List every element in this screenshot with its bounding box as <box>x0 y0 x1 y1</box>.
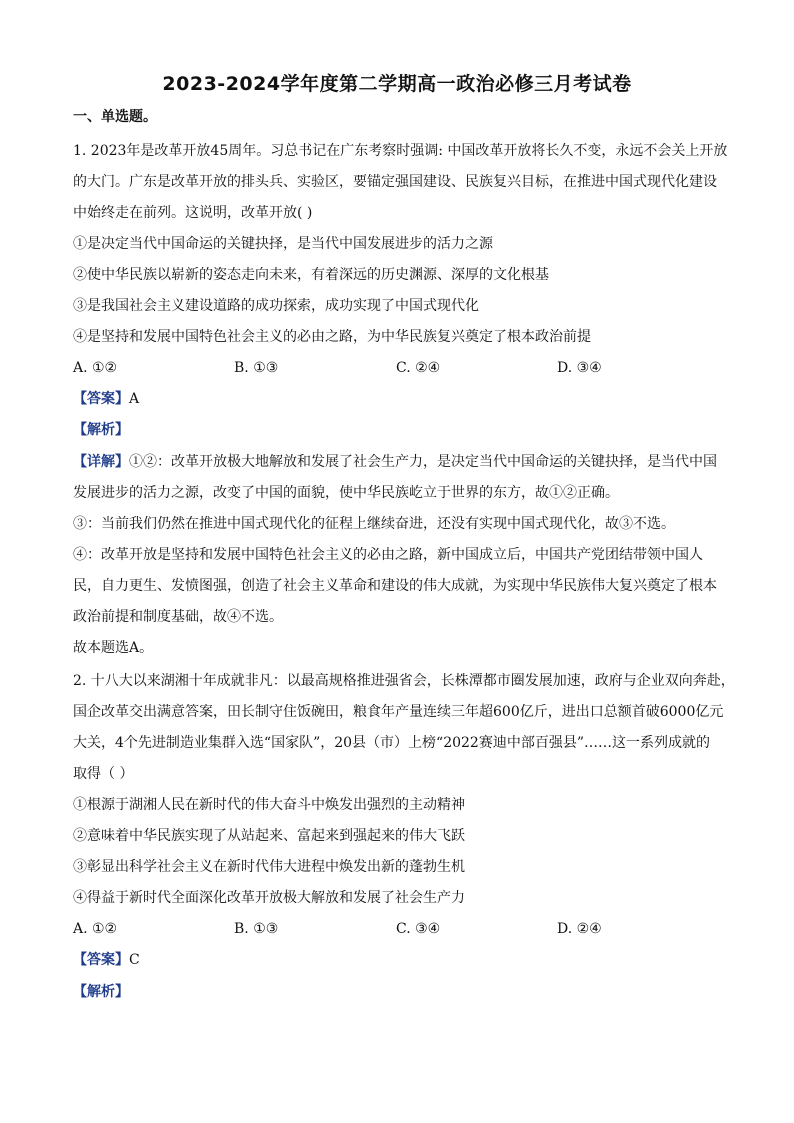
q2-choice-item: ④得益于新时代全面深化改革开放极大解放和发展了社会生产力 <box>73 890 465 906</box>
q2-stem-line: 国企改革交出满意答案，田长制守住饭碗田，粮食年产量连续三年超600亿斤，进出口总额首破6000亿元 <box>73 704 724 720</box>
detail-label: 【详解】 <box>73 454 129 470</box>
answer-label: 【答案】 <box>73 391 129 407</box>
q2-choice-item: ①根源于湖湘人民在新时代的伟大奋斗中焕发出强烈的主动精神 <box>73 797 465 813</box>
q1-conclusion: 故本题选A。 <box>73 640 154 656</box>
q2-option-a: A. ①② <box>73 921 118 937</box>
q1-choice-item: ①是决定当代中国命运的关键抉择，是当代中国发展进步的活力之源 <box>73 236 493 252</box>
analysis-label: 【解析】 <box>73 422 129 438</box>
section-heading: 一、单选题。 <box>73 109 157 125</box>
q1-detail-line: ④：改革开放是坚持和发展中国特色社会主义的必由之路，新中国成立后，中国共产党团结带领中国人 <box>73 547 703 563</box>
q2-stem-line: 取得（ ） <box>73 766 134 782</box>
q1-detail-line <box>73 452 717 472</box>
q2-option-c: C. ③④ <box>396 921 441 937</box>
q1-detail-line: 政治前提和制度基础，故④不选。 <box>73 609 283 625</box>
q2-stem-line: 2. 十八大以来湖湘十年成就非凡：以最高规格推进强省会，长株潭都市圈发展加速，政府与企业双向奔赴， <box>73 673 735 689</box>
q2-choice-item: ②意味着中华民族实现了从站起来、富起来到强起来的伟大飞跃 <box>73 828 465 844</box>
q1-detail-line: ③：当前我们仍然在推进中国式现代化的征程上继续奋进，还没有实现中国式现代化，故③不选。 <box>73 516 675 532</box>
q1-stem-line: 1. 2023年是改革开放45周年。习总书记在广东考察时强调: 中国改革开放将长久不变，永远不会关上开放 <box>73 143 728 159</box>
answer-value: C <box>129 952 140 968</box>
analysis-label: 【解析】 <box>73 984 129 1000</box>
q2-option-b: B. ①③ <box>234 921 279 937</box>
detail-text: ①②：改革开放极大地解放和发展了社会生产力，是决定当代中国命运的关键抉择，是当代中国 <box>129 454 717 470</box>
q1-choice-item: ③是我国社会主义建设道路的成功探索，成功实现了中国式现代化 <box>73 298 479 314</box>
q1-detail-line: 发展进步的活力之源，改变了中国的面貌，使中华民族屹立于世界的东方，故①②正确。 <box>73 485 619 501</box>
q1-option-d: D. ③④ <box>557 360 602 376</box>
q2-analysis <box>73 982 129 1002</box>
q2-option-d: D. ②④ <box>557 921 602 937</box>
q1-stem-line: 的大门。广东是改革开放的排头兵、实验区，要锚定强国建设、民族复兴目标，在推进中国式现代化建设 <box>73 174 717 190</box>
page-title: 2023-2024学年度第二学期高一政治必修三月考试卷 <box>162 73 632 95</box>
q2-answer <box>73 950 140 970</box>
answer-label: 【答案】 <box>73 952 129 968</box>
q1-stem-line: 中始终走在前列。这说明，改革开放( ) <box>73 205 313 221</box>
q1-detail-line: 民，自力更生、发愤图强，创造了社会主义革命和建设的伟大成就，为实现中华民族伟大复兴奠定了根本 <box>73 578 717 594</box>
answer-value: A <box>129 391 140 407</box>
q2-choice-item: ③彰显出科学社会主义在新时代伟大进程中焕发出新的蓬勃生机 <box>73 859 465 875</box>
q1-analysis <box>73 420 129 440</box>
q1-option-a: A. ①② <box>73 360 118 376</box>
q2-stem-line: 大关，4个先进制造业集群入选“国家队”，20县（市）上榜“2022赛迪中部百强县”……这一系列成就的 <box>73 735 710 751</box>
q1-option-b: B. ①③ <box>234 360 279 376</box>
q1-choice-item: ④是坚持和发展中国特色社会主义的必由之路，为中华民族复兴奠定了根本政治前提 <box>73 329 591 345</box>
q1-answer <box>73 389 139 409</box>
q1-option-c: C. ②④ <box>396 360 441 376</box>
q1-choice-item: ②使中华民族以崭新的姿态走向未来，有着深远的历史渊源、深厚的文化根基 <box>73 267 549 283</box>
